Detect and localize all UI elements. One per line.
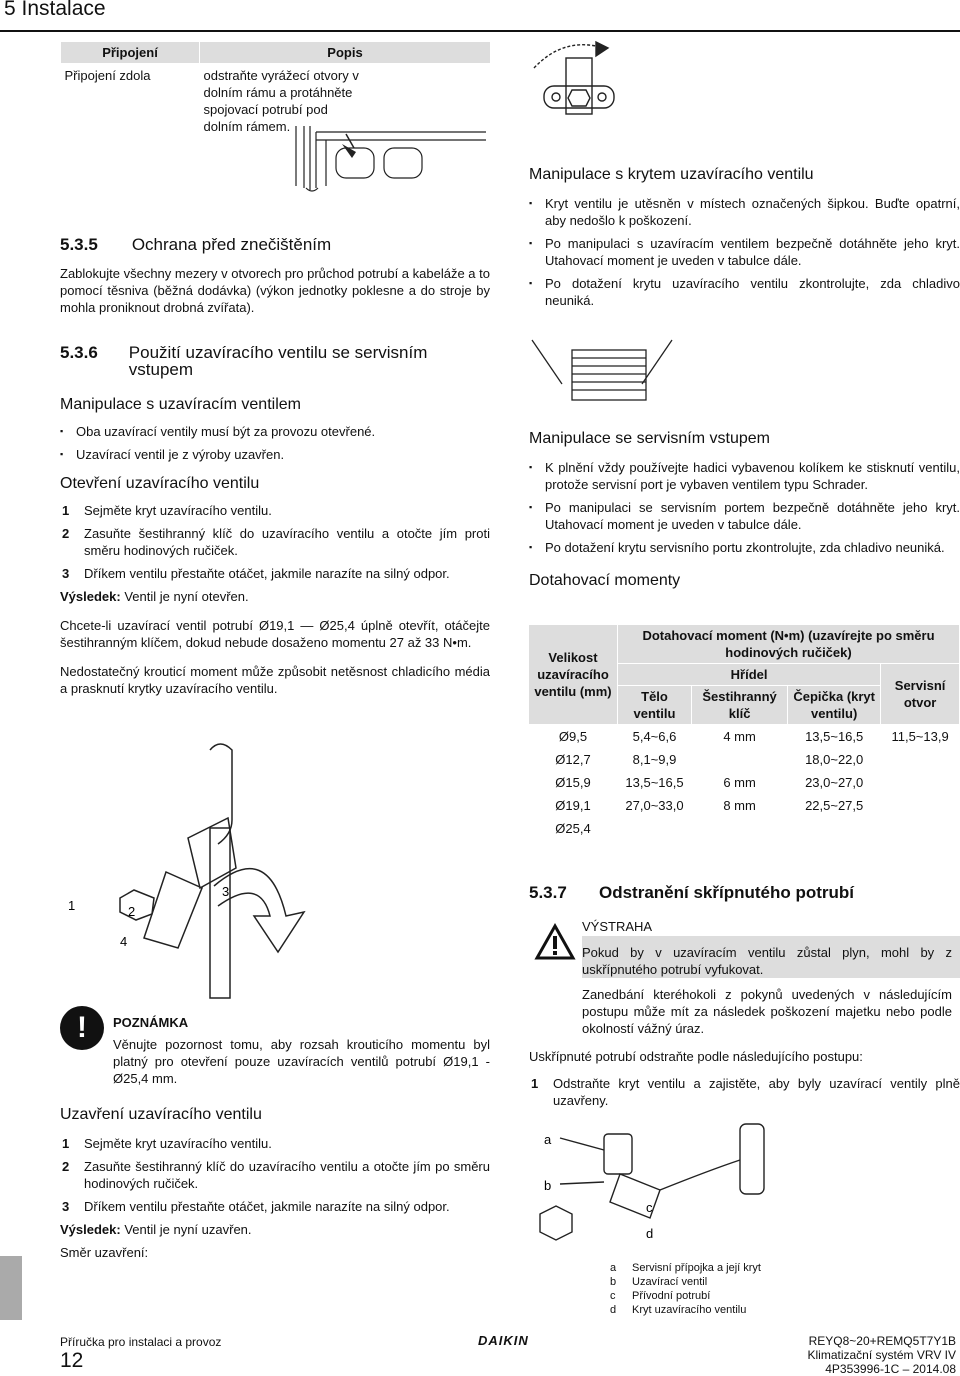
warning-title: VÝSTRAHA bbox=[582, 919, 653, 934]
brand-logo: DAIKIN bbox=[478, 1333, 529, 1348]
subheading-service: Manipulace se servisním vstupem bbox=[529, 430, 770, 447]
frame-knockout-figure bbox=[296, 126, 486, 226]
legend-item: a Servisní přípojka a její kryt bbox=[610, 1262, 761, 1274]
service-valve-figure bbox=[540, 1124, 800, 1248]
section-heading-536 bbox=[60, 344, 490, 378]
pinched-steps bbox=[529, 1075, 960, 1109]
torque-warning-text: Nedostatečný krouticí moment může způsobit netěsnost chladicího média a prasknutí krytky uzavíracího ventilu. bbox=[60, 664, 490, 696]
chapter-tab bbox=[0, 1256, 22, 1320]
table-header: Dotahovací moment (N•m) (uzavírejte po směru hodinových ručiček) bbox=[618, 625, 960, 664]
subheading-handling: Manipulace s uzavíracím ventilem bbox=[60, 396, 301, 413]
table-row: Ø25,4 bbox=[555, 821, 591, 836]
table-row: Ø9,5 5,4~6,6 4 mm 13,5~16,5 11,5~13,9 bbox=[558, 729, 949, 744]
table-header: Velikost uzavíracího ventilu (mm) bbox=[529, 625, 618, 725]
table-row: Ø15,9 13,5~16,5 6 mm 23,0~27,0 bbox=[555, 775, 864, 790]
figure-label: c bbox=[646, 1200, 653, 1215]
footer-manual: Příručka pro instalaci a provoz bbox=[60, 1335, 222, 1349]
table-row: Ø12,7 8,1~9,9 18,0~22,0 bbox=[555, 752, 864, 767]
figure-label: 4 bbox=[120, 934, 128, 949]
list-item: 3 Dříkem ventilu přestaňte otáčet, jakmile narazíte na silný odpor. bbox=[62, 1199, 450, 1214]
section-number: 5.3.7 bbox=[529, 883, 567, 902]
footer-doc: 4P353996-1C – 2014.08 bbox=[825, 1362, 956, 1376]
section-title: Použití uzavíracího ventilu se servisním vstupem bbox=[128, 343, 428, 379]
list-item: ▪ Po manipulaci se servisním portem bezpečně dotáhněte jeho kryt. Utahovací moment je uveden v tabulce dále. bbox=[529, 499, 960, 533]
table-header: Čepička (kryt ventilu) bbox=[788, 686, 881, 725]
full-open-text: Chcete-li uzavírací ventil potrubí Ø19,1 — Ø25,4 úplně otevřít, otáčejte šestihranným klíčem, dokud nebude dosaženo momentu 27 až 33 N•m. bbox=[60, 618, 490, 650]
legend-item: c Přívodní potrubí bbox=[610, 1290, 711, 1302]
figure-label: 3 bbox=[222, 884, 230, 899]
list-item: ▪ Po dotažení krytu servisního portu zkontrolujte, zda chladivo neuniká. bbox=[529, 539, 960, 556]
page-title: 5 Instalace bbox=[4, 0, 106, 20]
list-item: ▪ Po dotažení krytu uzavíracího ventilu zkontrolujte, zda chladivo neuniká. bbox=[529, 275, 960, 309]
exclamation-icon: ! bbox=[60, 1006, 104, 1050]
legend-item: d Kryt uzavíracího ventilu bbox=[610, 1304, 747, 1316]
connection-table bbox=[60, 41, 491, 138]
valve-hex-key-figure bbox=[60, 738, 310, 998]
subheading-torque: Dotahovací momenty bbox=[529, 572, 681, 589]
page-number: 12 bbox=[60, 1349, 84, 1372]
section-number: 5.3.6 bbox=[60, 343, 98, 362]
table-cell: Připojení zdola bbox=[64, 68, 151, 83]
close-direction-label: Směr uzavření: bbox=[60, 1245, 149, 1260]
list-item: ▪ Uzavírací ventil je z výroby uzavřen. bbox=[60, 446, 490, 463]
warning-triangle-icon bbox=[535, 924, 575, 960]
close-steps bbox=[60, 1135, 490, 1215]
section-title: Ochrana před znečištěním bbox=[131, 235, 332, 254]
note-text: Věnujte pozornost tomu, aby rozsah krouticího momentu byl platný pro otevření pouze uzavíracích ventilů potrubí Ø19,1 - Ø25,4 mm. bbox=[113, 1037, 490, 1086]
note-title: POZNÁMKA bbox=[113, 1015, 189, 1030]
table-header: Servisní otvor bbox=[881, 664, 960, 725]
torque-table bbox=[528, 624, 960, 840]
table-header: Připojení bbox=[61, 42, 200, 64]
cover-list bbox=[529, 195, 960, 309]
footer-info bbox=[808, 1334, 957, 1376]
list-item: 1 Sejměte kryt uzavíracího ventilu. bbox=[62, 1136, 272, 1151]
list-item: 1 Odstraňte kryt ventilu a zajistěte, aby byly uzavírací ventily plně uzavřeny. bbox=[531, 1076, 960, 1108]
table-header: Popis bbox=[200, 42, 491, 64]
valve-cover-figure bbox=[530, 38, 630, 114]
threaded-cap-figure bbox=[532, 340, 672, 406]
warning-text: Zanedbání kteréhokoli z pokynů uvedených v následujícím postupu může mít za následek poškození majetku nebo podle okolností vážný úraz. bbox=[582, 987, 952, 1036]
header-rule bbox=[0, 30, 960, 32]
table-header: Šestihranný klíč bbox=[691, 686, 787, 725]
figure-label: b bbox=[544, 1178, 552, 1193]
figure-label: 2 bbox=[128, 904, 136, 919]
list-item: 2 Zasuňte šestihranný klíč do uzavíracího ventilu a otočte jím proti směru hodinových ručiček. bbox=[62, 526, 490, 558]
footer-model: REYQ8~20+REMQ5T7Y1B bbox=[808, 1334, 956, 1348]
section-heading-535 bbox=[60, 236, 490, 253]
list-item: ▪ Oba uzavírací ventily musí být za provozu otevřené. bbox=[60, 423, 490, 440]
subheading-cover: Manipulace s krytem uzavíracího ventilu bbox=[529, 166, 814, 183]
list-item: ▪ Po manipulaci s uzavíracím ventilem bezpečně dotáhněte jeho kryt. Utahovací moment je uveden v tabulce dále. bbox=[529, 235, 960, 269]
warning-text: Pokud by v uzavíracím ventilu zůstal plyn, mohl by z uskřípnutého potrubí vyfukovat. bbox=[582, 945, 952, 977]
list-item: 3 Dříkem ventilu přestaňte otáčet, jakmile narazíte na silný odpor. bbox=[62, 566, 450, 581]
footer-system: Klimatizační systém VRV IV bbox=[807, 1348, 956, 1362]
figure-label: d bbox=[646, 1226, 654, 1241]
service-list bbox=[529, 459, 960, 556]
result-open: Výsledek: Ventil je nyní otevřen. bbox=[60, 589, 249, 604]
list-item: 1 Sejměte kryt uzavíracího ventilu. bbox=[62, 503, 272, 518]
table-header: Tělo ventilu bbox=[618, 686, 692, 725]
legend-item: b Uzavírací ventil bbox=[610, 1276, 708, 1288]
section-heading-537 bbox=[529, 884, 854, 901]
section-title: Odstranění skřípnutého potrubí bbox=[599, 883, 855, 902]
open-steps bbox=[60, 502, 490, 582]
figure-legend bbox=[610, 1261, 761, 1317]
handling-list bbox=[60, 423, 490, 463]
table-cell: odstraňte vyrážecí otvory v dolním rámu a protáhněte spojovací potrubí pod dolním rámem. bbox=[203, 68, 359, 134]
list-item: ▪ Kryt ventilu je utěsněn v místech označených šipkou. Buďte opatrní, aby nedošlo k poškození. bbox=[529, 195, 960, 229]
section-number: 5.3.5 bbox=[60, 235, 98, 254]
subheading-close: Uzavření uzavíracího ventilu bbox=[60, 1106, 262, 1123]
table-row: Ø19,1 27,0~33,0 8 mm 22,5~27,5 bbox=[555, 798, 864, 813]
note-box bbox=[60, 1006, 490, 1092]
section-body: Zablokujte všechny mezery v otvorech pro průchod potrubí a kabeláže a to pomocí těsniva (běžná dodávka) (výkon jednotky poklesne a do stroje by mohla proniknout drobná zvířata). bbox=[60, 266, 490, 315]
list-item: 2 Zasuňte šestihranný klíč do uzavíracího ventilu a otočte jím po směru hodinových ručiček. bbox=[62, 1159, 490, 1191]
list-item: ▪ K plnění vždy používejte hadici vybavenou kolíkem ke stisknutí ventilu, protože servisní port je vybaven ventilem typu Schrader. bbox=[529, 459, 960, 493]
procedure-intro: Uskřípnuté potrubí odstraňte podle následujícího postupu: bbox=[529, 1049, 863, 1064]
figure-label: a bbox=[544, 1132, 552, 1147]
warning-box bbox=[529, 916, 960, 1036]
subheading-open: Otevření uzavíracího ventilu bbox=[60, 475, 260, 492]
figure-label: 1 bbox=[68, 898, 76, 913]
table-header: Hřídel bbox=[618, 664, 881, 686]
result-closed: Výsledek: Ventil je nyní uzavřen. bbox=[60, 1222, 252, 1237]
